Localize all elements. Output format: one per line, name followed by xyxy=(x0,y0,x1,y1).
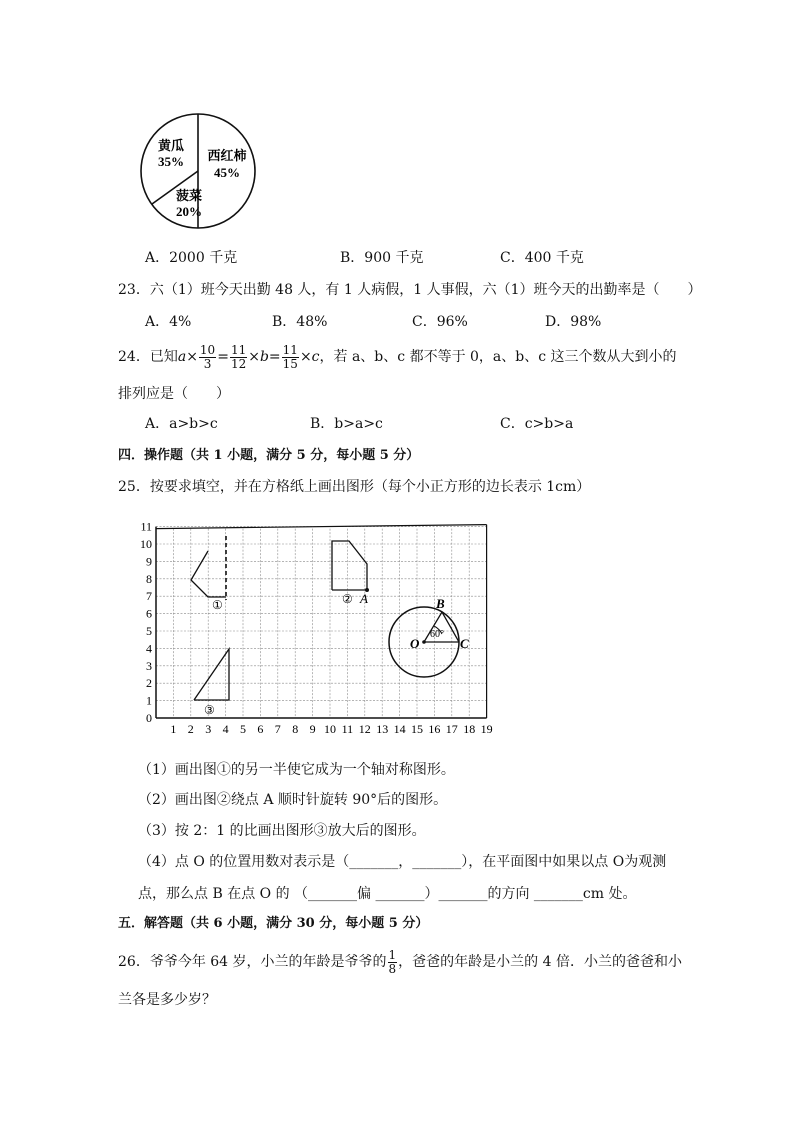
q24-fraction-2-den: 12 xyxy=(230,356,247,371)
q24-option-c[interactable]: C．c>b>a xyxy=(500,416,574,432)
q24-eq-2: = xyxy=(268,349,281,365)
q25-sub1: （1）画出图①的另一半使它成为一个轴对称图形。 xyxy=(138,762,455,778)
q25-sub4-line1: （4）点 O 的位置用数对表示是（_______，_______），在平面图中如果以点 O为观测 xyxy=(138,854,667,870)
x-tick-label: 14 xyxy=(393,722,406,736)
q23-option-b[interactable]: B．48% xyxy=(272,314,328,330)
x-tick-label: 5 xyxy=(240,722,246,736)
q23-text: 23．六（1）班今天出勤 48 人，有 1 人病假，1 人事假，六（1）班今天的出勤率是（ ） xyxy=(118,282,702,298)
q24-line2: 排列应是（ ） xyxy=(118,386,230,402)
q24-text xyxy=(118,340,677,374)
q24-fraction-1-num: 10 xyxy=(199,342,216,357)
point-b-label: B xyxy=(436,596,445,611)
y-tick-label: 11 xyxy=(140,522,152,534)
y-tick-label: 5 xyxy=(146,624,152,638)
x-tick-label: 8 xyxy=(292,722,299,736)
point-c-label: C xyxy=(460,636,469,651)
x-tick-label: 16 xyxy=(428,722,441,736)
y-tick-label: 10 xyxy=(140,537,152,551)
x-tick-label: 1 xyxy=(170,722,177,736)
q25-sub2: （2）画出图②绕点 A 顺时针旋转 90°后的图形。 xyxy=(138,792,448,808)
q24-times-1: × xyxy=(186,349,198,365)
q26-fraction-num: 1 xyxy=(388,947,397,962)
q24-fraction-2 xyxy=(230,344,247,371)
q24-fraction-1 xyxy=(199,344,216,371)
q24-var-b: b xyxy=(259,349,269,365)
x-tick-label: 13 xyxy=(376,722,389,736)
point-o-dot xyxy=(422,640,426,644)
x-tick-label: 4 xyxy=(222,722,229,736)
x-tick-label: 18 xyxy=(463,722,476,736)
section-4-heading: 四．操作题（共 1 小题，满分 5 分，每小题 5 分） xyxy=(118,448,420,463)
q26-prefix: 26．爷爷今年 64 岁，小兰的年龄是爷爷的 xyxy=(118,954,387,970)
q24-fraction-3-den: 15 xyxy=(282,356,298,371)
y-tick-label: 6 xyxy=(146,606,152,621)
figure-1 xyxy=(191,551,226,597)
q23-option-a[interactable]: A．4% xyxy=(145,314,192,330)
pie-pct-cucumber: 35% xyxy=(158,154,184,169)
q24-times-2: × xyxy=(248,349,260,365)
q23-option-d[interactable]: D．98% xyxy=(545,314,602,330)
q24-fraction-3-num: 11 xyxy=(282,342,298,357)
q24-eq-1: = xyxy=(217,349,229,365)
point-a-label: A xyxy=(360,591,368,606)
figure-2 xyxy=(332,541,367,590)
q26-text xyxy=(118,944,682,980)
y-tick-label: 2 xyxy=(146,676,152,691)
q26-fraction xyxy=(388,949,398,976)
q26-suffix: ，爸爸的年龄是小兰的 4 倍．小兰的爸爸和小 xyxy=(398,954,682,970)
q24-rest: ，若 a、b、c 都不等于 0，a、b、c 这三个数从大到小的 xyxy=(319,349,677,365)
figure-3 xyxy=(194,649,229,700)
q24-fraction-2-num: 11 xyxy=(230,342,247,357)
section-5-heading: 五．解答题（共 6 小题，满分 30 分，每小题 5 分） xyxy=(118,916,429,931)
point-o-label: O xyxy=(410,636,420,651)
x-tick-label: 12 xyxy=(358,722,371,736)
x-tick-label: 6 xyxy=(257,722,264,736)
x-tick-label: 9 xyxy=(309,722,316,736)
y-tick-label: 0 xyxy=(146,711,152,725)
y-tick-label: 4 xyxy=(146,641,152,656)
pie-pct-spinach: 20% xyxy=(176,204,202,219)
pie-pct-tomato: 45% xyxy=(214,165,240,180)
q24-option-b[interactable]: B．b>a>c xyxy=(310,416,383,432)
x-tick-label: 10 xyxy=(324,722,336,736)
q25-sub3: （3）按 2：1 的比画出图形③放大后的图形。 xyxy=(138,823,426,839)
figure-1-label: ① xyxy=(212,598,223,612)
q24-fraction-1-den: 3 xyxy=(203,356,212,371)
q24-var-c: c xyxy=(311,349,320,365)
q26-fraction-den: 8 xyxy=(388,961,397,976)
pie-label-cucumber: 黄瓜 xyxy=(157,138,185,153)
q22-option-a[interactable]: A．2000 千克 xyxy=(145,250,238,266)
q22-option-c[interactable]: C．400 千克 xyxy=(500,250,584,266)
y-tick-label: 9 xyxy=(146,554,152,569)
x-tick-label: 2 xyxy=(187,722,194,736)
q25-sub4-line2: 点，那么点 B 在点 O 的 （_______偏 _______）_______的方向 _______cm 处。 xyxy=(138,886,637,902)
y-tick-label: 3 xyxy=(146,658,152,673)
q24-times-3: × xyxy=(299,349,312,365)
x-tick-label: 15 xyxy=(411,722,423,736)
pie-label-tomato: 西红柿 xyxy=(207,148,247,163)
q24-var-a: a xyxy=(177,349,187,365)
figure-3-label: ③ xyxy=(204,703,215,717)
q25-text: 25．按要求填空，并在方格纸上画出图形（每个小正方形的边长表示 1cm） xyxy=(118,479,591,495)
q24-option-a[interactable]: A．a>b>c xyxy=(145,416,218,432)
x-tick-label: 11 xyxy=(341,722,354,736)
grid-figure xyxy=(138,522,508,744)
q24-prefix: 24．已知 xyxy=(118,349,178,365)
x-tick-label: 7 xyxy=(274,722,281,736)
pie-label-spinach: 菠菜 xyxy=(175,188,203,203)
pie-chart xyxy=(135,108,261,234)
angle-label: 60° xyxy=(430,629,444,640)
y-tick-label: 8 xyxy=(146,571,152,586)
q23-option-c[interactable]: C．96% xyxy=(412,314,468,330)
q22-option-b[interactable]: B．900 千克 xyxy=(340,250,424,266)
x-tick-label: 3 xyxy=(205,722,212,736)
figure-2-label: ② xyxy=(342,592,353,606)
x-tick-label: 19 xyxy=(480,722,493,736)
x-tick-label: 17 xyxy=(445,722,458,736)
q24-fraction-3 xyxy=(282,344,299,371)
q26-line2: 兰各是多少岁？ xyxy=(118,992,216,1008)
y-tick-label: 1 xyxy=(146,693,152,708)
y-tick-label: 7 xyxy=(146,589,152,604)
